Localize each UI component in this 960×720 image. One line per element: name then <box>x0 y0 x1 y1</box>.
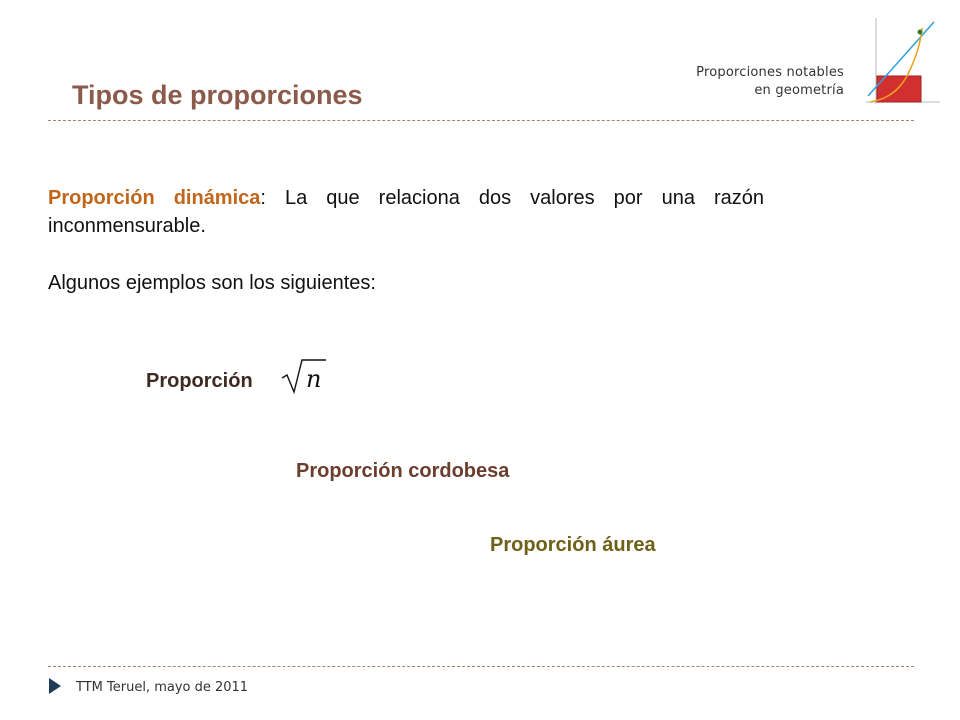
header-graph-icon <box>866 14 942 110</box>
header-tagline-line2: en geometría <box>754 83 844 98</box>
sqrt-radicand: n <box>306 365 322 393</box>
example-cordobesa: Proporción cordobesa <box>296 460 510 482</box>
slide-title: Tipos de proporciones <box>72 80 363 110</box>
sqrt-n-formula <box>280 356 330 396</box>
footer-divider <box>48 666 914 667</box>
definition-term: Proporción dinámica <box>48 187 261 209</box>
footer-text: TTM Teruel, mayo de 2011 <box>76 680 249 695</box>
header-tagline-line1: Proporciones notables <box>696 65 844 80</box>
header-tagline <box>696 64 844 100</box>
definition-text: : La que relaciona dos valores por una razón inconmensurable. <box>48 187 764 237</box>
example-sqrt-proportion: Proporción <box>146 370 253 392</box>
header-divider <box>48 120 914 121</box>
definition-paragraph <box>48 184 764 240</box>
footer-arrow-icon <box>48 677 62 695</box>
examples-intro: Algunos ejemplos son los siguientes: <box>48 272 376 294</box>
example-aurea: Proporción áurea <box>490 534 656 556</box>
